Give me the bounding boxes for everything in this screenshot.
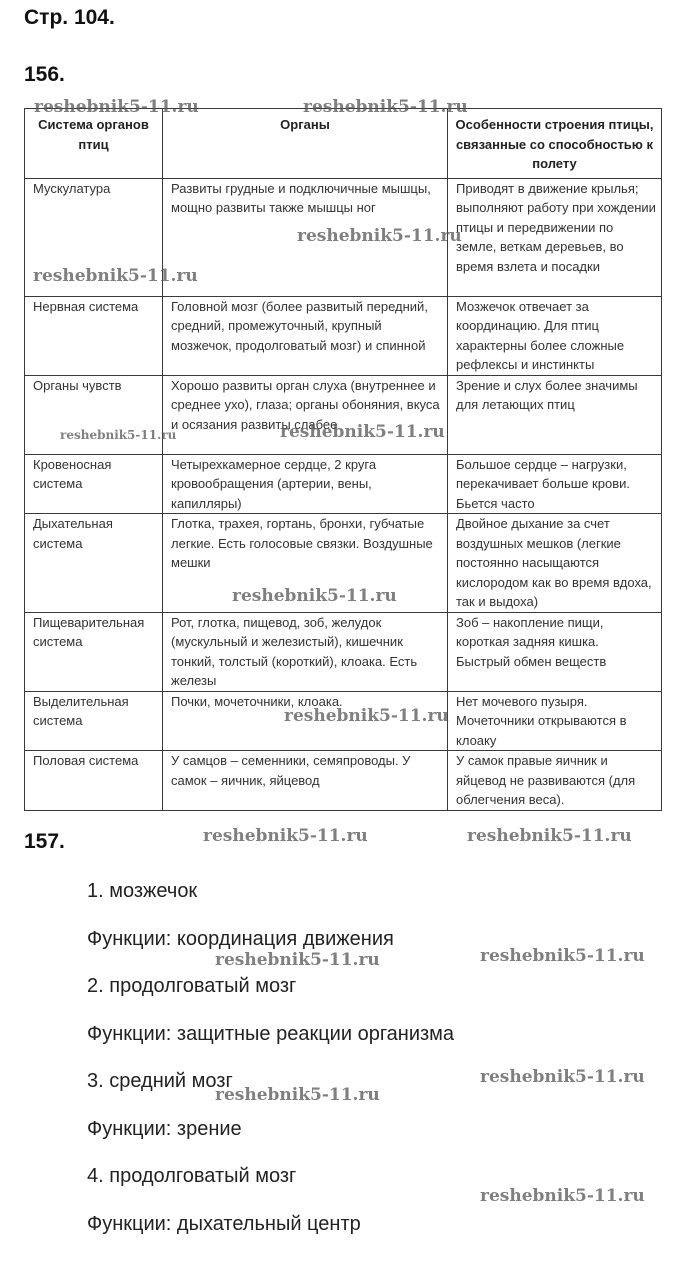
cell-system: Мускулатура — [25, 178, 163, 296]
page-header: Стр. 104. — [24, 6, 115, 29]
cell-organs: Хорошо развиты орган слуха (внутреннее и среднее ухо), глаза; органы обоняния, вкуса и осязания развиты слабее — [163, 375, 448, 454]
answer-line: Функции: дыхательный центр — [87, 1212, 361, 1235]
task-157-number: 157. — [24, 830, 65, 853]
cell-organs: Развиты грудные и подключичные мышцы, мощно развиты также мышцы ног — [163, 178, 448, 296]
answer-line: 1. мозжечок — [87, 880, 198, 902]
watermark: reshebnik5-11.ru — [33, 266, 198, 286]
cell-features: Приводят в движение крылья; выполняют работу при хождении птицы и передвижении по земле, веткам деревьев, во время взлета и посадки — [448, 178, 662, 296]
watermark: reshebnik5-11.ru — [60, 428, 177, 442]
watermark: reshebnik5-11.ru — [297, 226, 462, 246]
watermark: reshebnik5-11.ru — [480, 1186, 645, 1206]
watermark: reshebnik5-11.ru — [284, 706, 449, 726]
cell-system: Нервная система — [25, 296, 163, 375]
watermark: reshebnik5-11.ru — [480, 946, 645, 966]
watermark: reshebnik5-11.ru — [215, 1085, 380, 1105]
answer-line: 3. средний мозг — [87, 1070, 233, 1092]
watermark: reshebnik5-11.ru — [232, 586, 397, 606]
cell-system: Пищеварительная система — [25, 612, 163, 691]
answer-line: Функции: зрение — [87, 1117, 242, 1140]
cell-system: Кровеносная система — [25, 454, 163, 514]
answer-line: 4. продолговатый мозг — [87, 1165, 297, 1187]
cell-features: Нет мочевого пузыря. Мочеточники открываются в клоаку — [448, 691, 662, 751]
cell-features: Двойное дыхание за счет воздушных мешков (легкие постоянно насыщаются кислородом как во время вдоха, так и выдоха) — [448, 514, 662, 613]
table-row — [25, 612, 662, 691]
cell-organs: Почки, мочеточники, клоака. — [163, 691, 448, 751]
cell-organs: Головной мозг (более развитый передний, средний, промежуточный, крупный мозжечок, продолговатый мозг) и спинной — [163, 296, 448, 375]
task-157-answers — [87, 875, 454, 1255]
cell-organs: У самцов – семенники, семяпроводы. У самок – яичник, яйцевод — [163, 751, 448, 811]
cell-organs: Глотка, трахея, гортань, бронхи, губчатые легкие. Есть голосовые связки. Воздушные мешки — [163, 514, 448, 613]
watermark: reshebnik5-11.ru — [303, 97, 468, 117]
table-row — [25, 751, 662, 811]
watermark: reshebnik5-11.ru — [215, 950, 380, 970]
cell-features: Мозжечок отвечает за координацию. Для птиц характерны более сложные рефлексы и инстинкты — [448, 296, 662, 375]
table-row — [25, 375, 662, 454]
watermark: reshebnik5-11.ru — [203, 826, 368, 846]
cell-features: Зоб – накопление пищи, короткая задняя кишка. Быстрый обмен веществ — [448, 612, 662, 691]
header-features: Особенности строения птицы, связанные со способностью к полету — [448, 109, 662, 179]
watermark: reshebnik5-11.ru — [280, 422, 445, 442]
table-row — [25, 454, 662, 514]
answer-line: Функции: защитные реакции организма — [87, 1022, 455, 1045]
header-system: Система органов птиц — [25, 109, 163, 179]
cell-features: У самок правые яичник и яйцевод не развиваются (для облегчения веса). — [448, 751, 662, 811]
watermark: reshebnik5-11.ru — [480, 1067, 645, 1087]
answer-line: Функции: координация движения — [87, 927, 394, 950]
cell-features: Большое сердце – нагрузки, перекачивает больше крови. Бьется часто — [448, 454, 662, 514]
answer-line: 2. продолговатый мозг — [87, 975, 297, 997]
watermark: reshebnik5-11.ru — [34, 97, 199, 117]
watermark: reshebnik5-11.ru — [467, 826, 632, 846]
header-organs: Органы — [163, 109, 448, 179]
cell-system: Выделительная система — [25, 691, 163, 751]
cell-system: Органы чувств — [25, 375, 163, 454]
task-156-number: 156. — [24, 63, 65, 86]
table-header-row — [25, 109, 662, 179]
cell-organs: Рот, глотка, пищевод, зоб, желудок (мускульный и железистый), кишечник тонкий, толстый (короткий), клоака. Есть железы — [163, 612, 448, 691]
table-row — [25, 296, 662, 375]
cell-system: Половая система — [25, 751, 163, 811]
cell-features: Зрение и слух более значимы для летающих птиц — [448, 375, 662, 454]
cell-organs: Четырехкамерное сердце, 2 круга кровообращения (артерии, вены, капилляры) — [163, 454, 448, 514]
cell-system: Дыхательная система — [25, 514, 163, 613]
